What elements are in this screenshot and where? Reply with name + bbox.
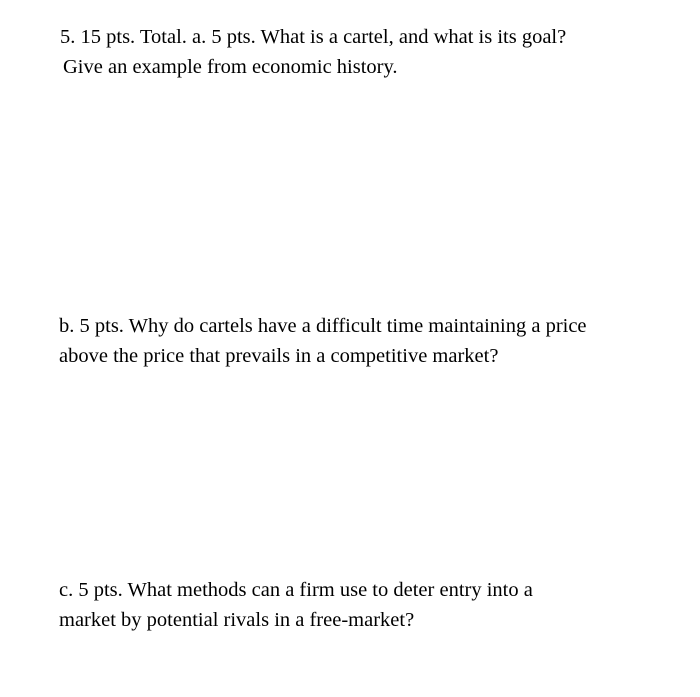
question-5a-line-2: Give an example from economic history.	[63, 56, 398, 78]
question-5c-line-1: c. 5 pts. What methods can a firm use to deter entry into a	[59, 579, 533, 601]
question-5b-line-2: above the price that prevails in a competitive market?	[59, 345, 499, 367]
question-5a-line-1: 5. 15 pts. Total. a. 5 pts. What is a cartel, and what is its goal?	[60, 26, 567, 48]
question-5c-line-2: market by potential rivals in a free-market?	[59, 609, 415, 631]
question-5b-line-1: b. 5 pts. Why do cartels have a difficult time maintaining a price	[59, 315, 587, 337]
